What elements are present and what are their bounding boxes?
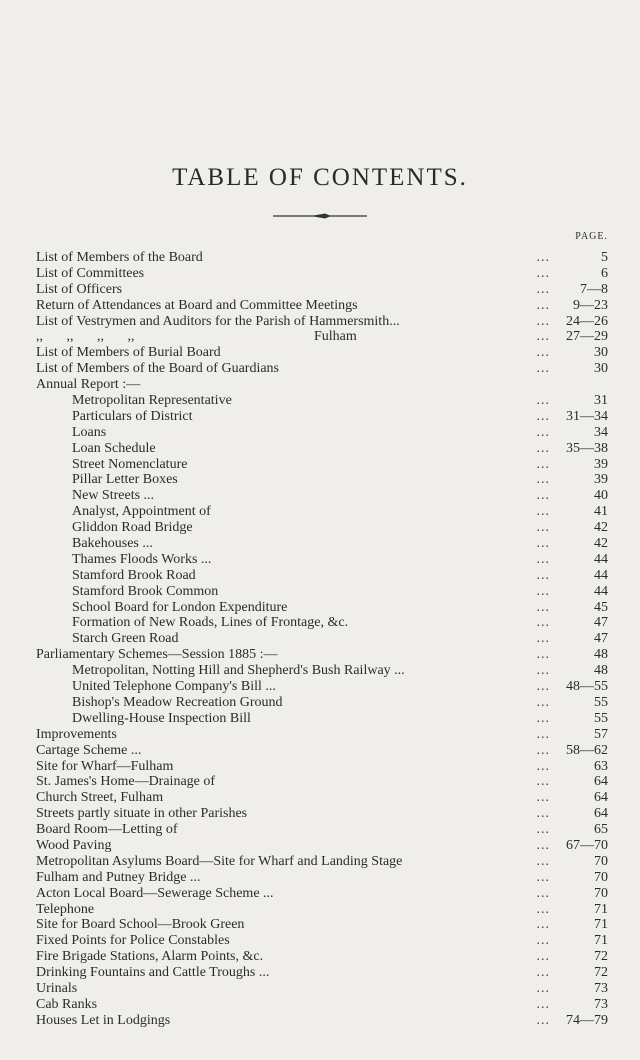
entry-page-number: 71 [594,917,608,933]
dot-leader: ... [536,742,550,758]
entry-label: Loan Schedule [72,440,156,456]
entry-page-number: 41 [594,504,608,520]
entry-label: Church Street, Fulham [36,790,164,806]
entry-page-number: 31—34 [566,408,608,424]
entry-label: Formation of New Roads, Lines of Frontage, &c. [72,615,349,631]
dot-leader: ... [536,806,550,822]
dot-leader: ... [536,949,550,965]
toc-entry [36,822,608,838]
entry-label: Site for Wharf—Fulham [36,758,174,774]
dot-leader: ... [536,567,550,583]
dot-leader: ... [536,250,550,265]
entry-page-number: 64 [594,806,608,822]
dot-leader: ... [536,265,550,281]
dot-leader: ... [536,790,550,806]
entry-label: Street Nomenclature [72,456,188,472]
entry-page-number: 39 [594,456,608,472]
dot-leader: ... [536,313,550,329]
entry-label: List of Members of the Board [36,250,203,265]
ditto-marks: ,, ,, ,, ,, [36,329,135,345]
entry-label: Return of Attendances at Board and Committee Meetings [36,297,358,313]
dot-leader: ... [536,980,550,996]
entry-label: Acton Local Board—Sewerage Scheme ... [36,885,274,901]
divider-ornament [273,212,367,220]
entry-label: Cab Ranks [36,996,98,1012]
entry-label: Improvements [36,726,117,742]
toc-entry [36,600,608,616]
dot-leader: ... [536,408,550,424]
dot-leader: ... [536,504,550,520]
entry-page-number: 64 [594,790,608,806]
dot-leader: ... [536,726,550,742]
entry-label: Metropolitan Representative [72,393,232,409]
dot-leader: ... [536,837,550,853]
dot-leader: ... [536,853,550,869]
entry-label: Metropolitan, Notting Hill and Shepherd's Bush Railway ... [72,663,405,679]
entry-page-number: 40 [594,488,608,504]
dot-leader: ... [536,393,550,409]
dot-leader: ... [536,456,550,472]
dot-leader: ... [536,822,550,838]
toc-entry [36,425,608,441]
toc-entry [36,631,608,647]
entry-label: Annual Report :— [36,377,141,393]
toc-entry [36,250,608,266]
entry-page-number: 35—38 [566,440,608,456]
entry-label: United Telephone Company's Bill ... [72,679,276,695]
toc-entry [36,552,608,568]
entry-label: Particulars of District [72,408,193,424]
entry-label: St. James's Home—Drainage of [36,774,216,790]
entry-page-number: 65 [594,822,608,838]
toc-entry [36,282,608,298]
entry-label: List of Members of Burial Board [36,345,221,361]
dot-leader: ... [536,774,550,790]
dot-leader: ... [536,583,550,599]
entry-page-number: 74—79 [566,1012,608,1028]
entry-label: Bakehouses ... [72,536,153,552]
toc-entry [36,298,608,314]
toc-entry [36,743,608,759]
entry-label: Bishop's Meadow Recreation Ground [72,694,283,710]
entry-page-number: 73 [594,980,608,996]
toc-entry [36,647,608,663]
toc-entry [36,838,608,854]
entry-label: Starch Green Road [72,631,179,647]
entry-page-number: 27—29 [566,329,608,345]
entry-label: List of Committees [36,265,145,281]
entry-page-number: 42 [594,520,608,536]
entry-label: Drinking Fountains and Cattle Troughs ... [36,965,270,981]
dot-leader: ... [536,917,550,933]
dot-leader: ... [536,901,550,917]
dot-leader: ... [536,520,550,536]
entry-page-number: 6 [601,265,608,281]
entry-page-number: 70 [594,885,608,901]
entry-label: Cartage Scheme ... [36,742,142,758]
toc-entry [36,870,608,886]
entry-page-number: 72 [594,949,608,965]
toc-entry [36,568,608,584]
dot-leader: ... [536,424,550,440]
entry-label: Fulham and Putney Bridge ... [36,869,201,885]
dot-leader: ... [536,551,550,567]
entry-page-number: 63 [594,758,608,774]
toc-entry [36,345,608,361]
dot-leader: ... [536,679,550,695]
entry-page-number: 9—23 [573,297,608,313]
entry-page-number: 47 [594,631,608,647]
toc-entry [36,759,608,775]
toc-entry [36,266,608,282]
entry-page-number: 24—26 [566,313,608,329]
entry-page-number: 73 [594,996,608,1012]
toc-entry [36,917,608,933]
toc-entry [36,361,608,377]
entry-label: Dwelling-House Inspection Bill [72,710,251,726]
entry-sublabel: Fulham [314,329,357,345]
toc-entry [36,695,608,711]
toc-entry [36,663,608,679]
entry-page-number: 47 [594,615,608,631]
page-column-heading: PAGE. [575,231,608,242]
toc-entry [36,886,608,902]
dot-leader: ... [536,281,550,297]
dot-leader: ... [536,631,550,647]
entry-page-number: 70 [594,869,608,885]
entry-label: List of Officers [36,281,123,297]
dot-leader: ... [536,1012,550,1028]
entry-page-number: 30 [594,345,608,361]
toc-entry [36,520,608,536]
toc-entry [36,711,608,727]
toc-entry [36,409,608,425]
dot-leader: ... [536,869,550,885]
toc-entry [36,504,608,520]
entry-label: Board Room—Letting of [36,822,178,838]
entry-page-number: 55 [594,694,608,710]
entry-page-number: 72 [594,965,608,981]
entry-label: Streets partly situate in other Parishes [36,806,248,822]
dot-leader: ... [536,615,550,631]
dot-leader: ... [536,361,550,377]
toc-entry [36,774,608,790]
toc-entry [36,965,608,981]
entry-label: Stamford Brook Common [72,583,219,599]
toc-entry [36,314,608,330]
dot-leader: ... [536,710,550,726]
toc-entry [36,806,608,822]
entry-label: New Streets ... [72,488,155,504]
entry-page-number: 31 [594,393,608,409]
contents-list [36,250,608,1029]
toc-entry [36,488,608,504]
toc-entry [36,393,608,409]
dot-leader: ... [536,297,550,313]
dot-leader: ... [536,694,550,710]
dot-leader: ... [536,440,550,456]
entry-label: List of Members of the Board of Guardians [36,361,279,377]
toc-entry [36,727,608,743]
toc-entry [36,472,608,488]
entry-label: Wood Paving [36,837,112,853]
entry-page-number: 58—62 [566,742,608,758]
entry-page-number: 44 [594,567,608,583]
dot-leader: ... [536,345,550,361]
dot-leader: ... [536,647,550,663]
entry-label: Loans [72,424,107,440]
toc-entry [36,377,608,393]
dot-leader: ... [536,996,550,1012]
entry-page-number: 44 [594,583,608,599]
entry-page-number: 48—55 [566,679,608,695]
dot-leader: ... [536,965,550,981]
toc-entry [36,902,608,918]
toc-entry [36,854,608,870]
entry-page-number: 45 [594,599,608,615]
entry-label: Gliddon Road Bridge [72,520,193,536]
dot-leader: ... [536,472,550,488]
entry-label: Urinals [36,980,78,996]
toc-entry [36,615,608,631]
entry-page-number: 5 [601,250,608,265]
entry-page-number: 71 [594,933,608,949]
entry-page-number: 39 [594,472,608,488]
entry-page-number: 7—8 [580,281,608,297]
toc-entry [36,441,608,457]
toc-entry [36,790,608,806]
dot-leader: ... [536,933,550,949]
toc-entry [36,584,608,600]
toc-entry [36,457,608,473]
toc-entry [36,933,608,949]
entry-label: List of Vestrymen and Auditors for the Parish of Hammersmith... [36,313,400,329]
entry-label: Site for Board School—Brook Green [36,917,245,933]
dot-leader: ... [536,663,550,679]
entry-page-number: 44 [594,551,608,567]
entry-page-number: 67—70 [566,837,608,853]
entry-page-number: 71 [594,901,608,917]
entry-label: School Board for London Expenditure [72,599,288,615]
toc-entry [36,329,608,345]
dot-leader: ... [536,536,550,552]
entry-label: Houses Let in Lodgings [36,1012,171,1028]
toc-entry [36,949,608,965]
entry-label: Parliamentary Schemes—Session 1885 :— [36,647,278,663]
entry-label: Fire Brigade Stations, Alarm Points, &c. [36,949,264,965]
toc-entry [36,997,608,1013]
entry-page-number: 30 [594,361,608,377]
dot-leader: ... [536,599,550,615]
toc-entry [36,536,608,552]
entry-label: Stamford Brook Road [72,567,196,583]
entry-page-number: 48 [594,647,608,663]
toc-entry [36,1013,608,1029]
dot-leader: ... [536,885,550,901]
entry-label: Analyst, Appointment of [72,504,211,520]
entry-label: Fixed Points for Police Constables [36,933,230,949]
entry-label: Thames Floods Works ... [72,551,212,567]
entry-page-number: 55 [594,710,608,726]
entry-label: Pillar Letter Boxes [72,472,178,488]
page-title: TABLE OF CONTENTS. [172,164,468,191]
dot-leader: ... [536,488,550,504]
entry-label: Metropolitan Asylums Board—Site for Wharf and Landing Stage [36,853,403,869]
entry-page-number: 34 [594,424,608,440]
entry-page-number: 48 [594,663,608,679]
entry-label: Telephone [36,901,95,917]
toc-entry [36,679,608,695]
dot-leader: ... [536,329,550,345]
entry-page-number: 57 [594,726,608,742]
entry-page-number: 64 [594,774,608,790]
entry-page-number: 42 [594,536,608,552]
dot-leader: ... [536,758,550,774]
entry-page-number: 70 [594,853,608,869]
toc-entry [36,981,608,997]
